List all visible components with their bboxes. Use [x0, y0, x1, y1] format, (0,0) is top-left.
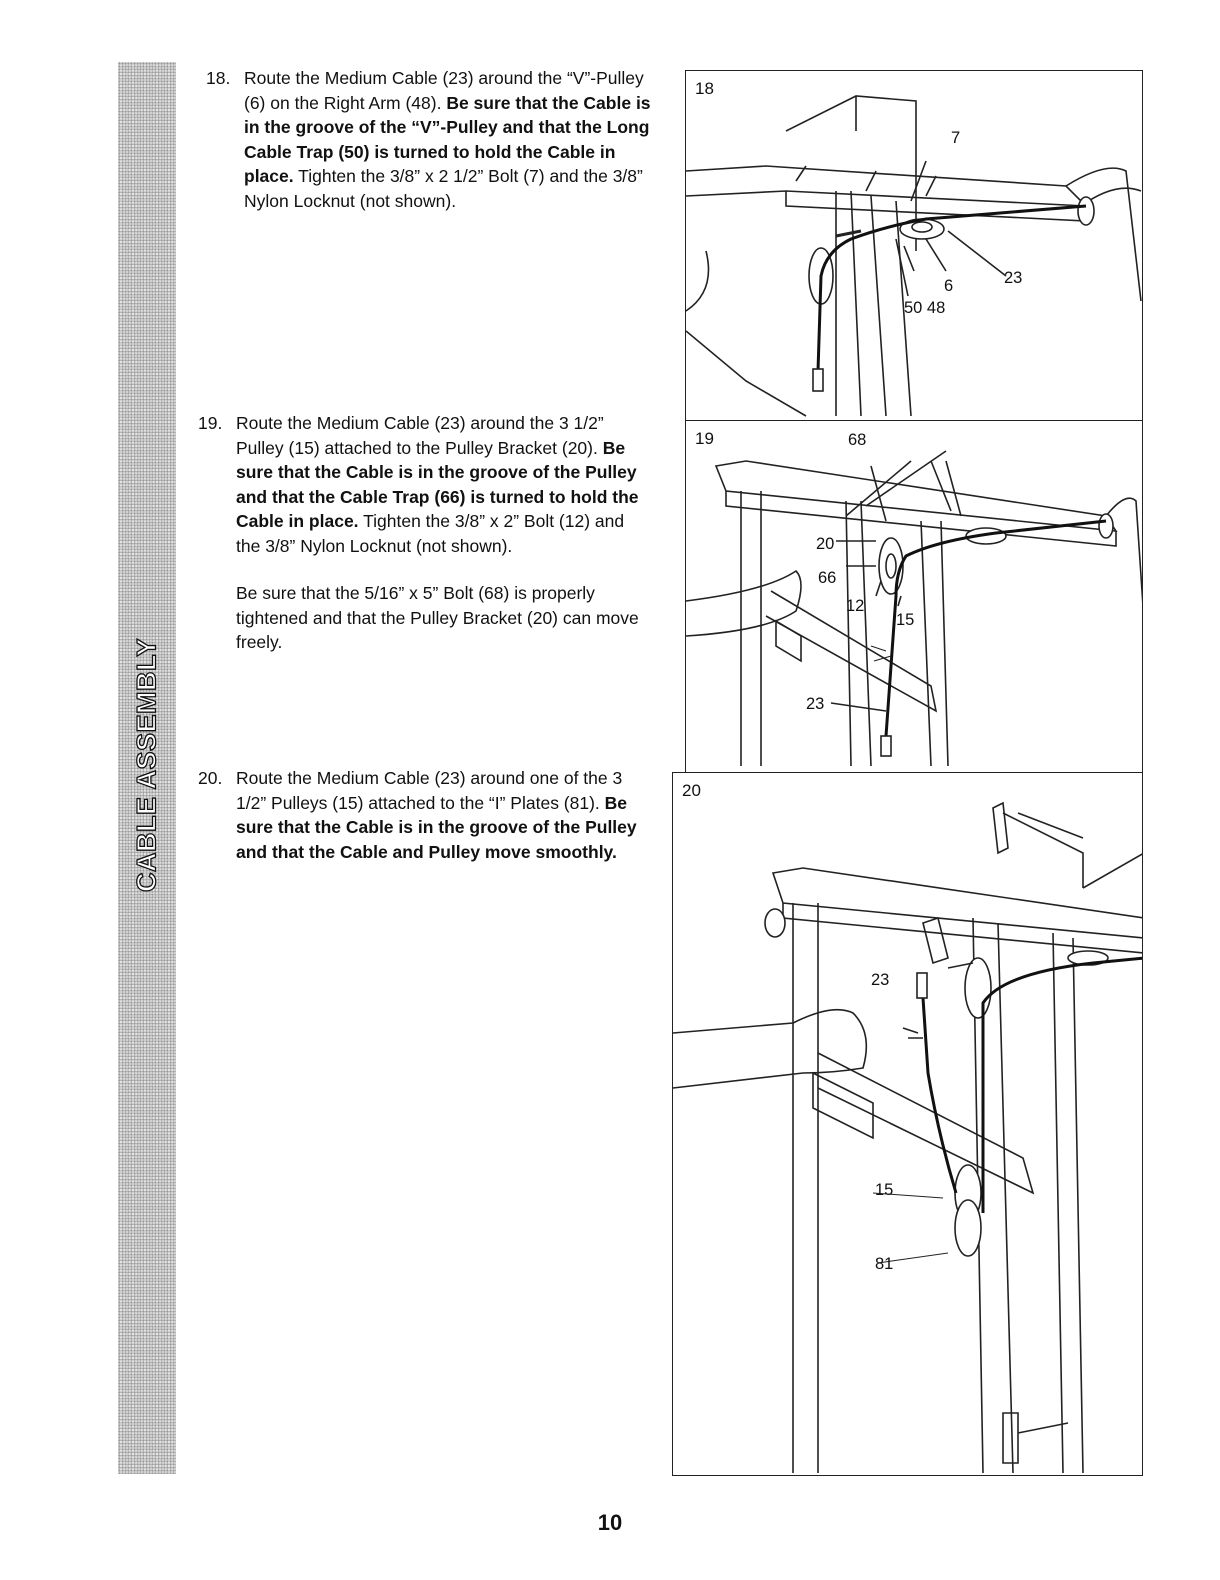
figure-19 — [685, 420, 1143, 773]
figure-20 — [672, 772, 1143, 1476]
callout-23: 23 — [806, 695, 825, 713]
callout-23: 23 — [1004, 269, 1023, 287]
figure-19-illustration — [686, 421, 1143, 773]
callout-20: 20 — [816, 535, 835, 553]
section-title: CABLE ASSEMBLY — [131, 637, 162, 893]
figure-label: 20 — [682, 781, 701, 800]
step-note: Be sure that the 5/16” x 5” Bolt (68) is properly tightened and that the Pulley Bracket (20) can move freely. — [236, 583, 639, 652]
callout-15: 15 — [875, 1181, 894, 1199]
callout-68: 68 — [848, 431, 867, 449]
callout-81: 81 — [875, 1255, 894, 1273]
step-number: 20. — [198, 768, 223, 788]
callout-23: 23 — [871, 971, 890, 989]
step-text: Route the Medium Cable (23) around the “V”-Pulley (6) on the Right Arm (48). Be sure that the Cable is in the groove of the “V”-Pulley and that the Long Cable Trap (50) is turned to hold the Cable in place. Tighten the 3/8” x 2 1/2” Bolt (7) and the 3/8” Nylon Locknut (not shown). — [244, 68, 651, 211]
callout-50-48: 50 48 — [904, 299, 946, 317]
page-number: 10 — [597, 1510, 623, 1535]
callout-6: 6 — [944, 277, 954, 295]
step-number: 18. — [206, 68, 231, 88]
callout-66: 66 — [818, 569, 837, 587]
step-text: Route the Medium Cable (23) around the 3 1/2” Pulley (15) attached to the Pulley Bracket (20). Be sure that the Cable is in the groove of the Pulley and that the Cable Trap (66) is turned to hold the Cable in place. Tighten the 3/8” x 2” Bolt (12) and the 3/8” Nylon Locknut (not shown). — [236, 413, 639, 556]
figure-label: 18 — [695, 79, 714, 98]
figure-18 — [685, 70, 1143, 421]
step-text: Route the Medium Cable (23) around one of the 3 1/2” Pulleys (15) attached to the “I” Plates (81). Be sure that the Cable is in the groove of the Pulley and that the Cable and Pulley move smoothly. — [236, 768, 637, 862]
figure-label: 19 — [695, 429, 714, 448]
callout-12: 12 — [846, 597, 865, 615]
figure-20-illustration — [673, 773, 1143, 1476]
figure-18-illustration — [686, 71, 1143, 421]
step-number: 19. — [198, 413, 223, 433]
callout-7: 7 — [951, 129, 961, 147]
callout-15: 15 — [896, 611, 915, 629]
